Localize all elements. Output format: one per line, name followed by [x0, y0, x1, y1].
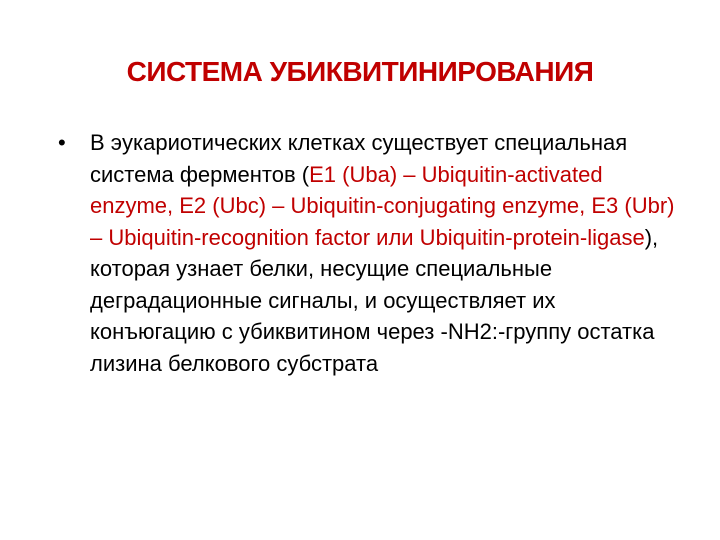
bullet-list — [58, 127, 678, 379]
bullet-intro-text: В эукариотических клетках существует специальная система ферментов ( — [90, 130, 628, 187]
bullet-item — [58, 127, 678, 379]
enzyme-list-text: E1 (Uba) – Ubiquitin-activated enzyme, E2 (Ubc) – Ubiquitin-conjugating enzyme, E3 (Ubr) – Ubiquitin-recognition factor или Ubiquitin-protein-ligase — [90, 161, 675, 250]
slide-title: СИСТЕМА УБИКВИТИНИРОВАНИЯ — [126, 56, 594, 87]
bullet-dot-icon: • — [58, 130, 66, 155]
bullet-outro-text: ), которая узнает белки, несущие специальные деградационные сигналы, и осуществляет их конъюгацию с убиквитином через -NH2:-группу остатка лизина белкового субстрата — [90, 224, 659, 376]
